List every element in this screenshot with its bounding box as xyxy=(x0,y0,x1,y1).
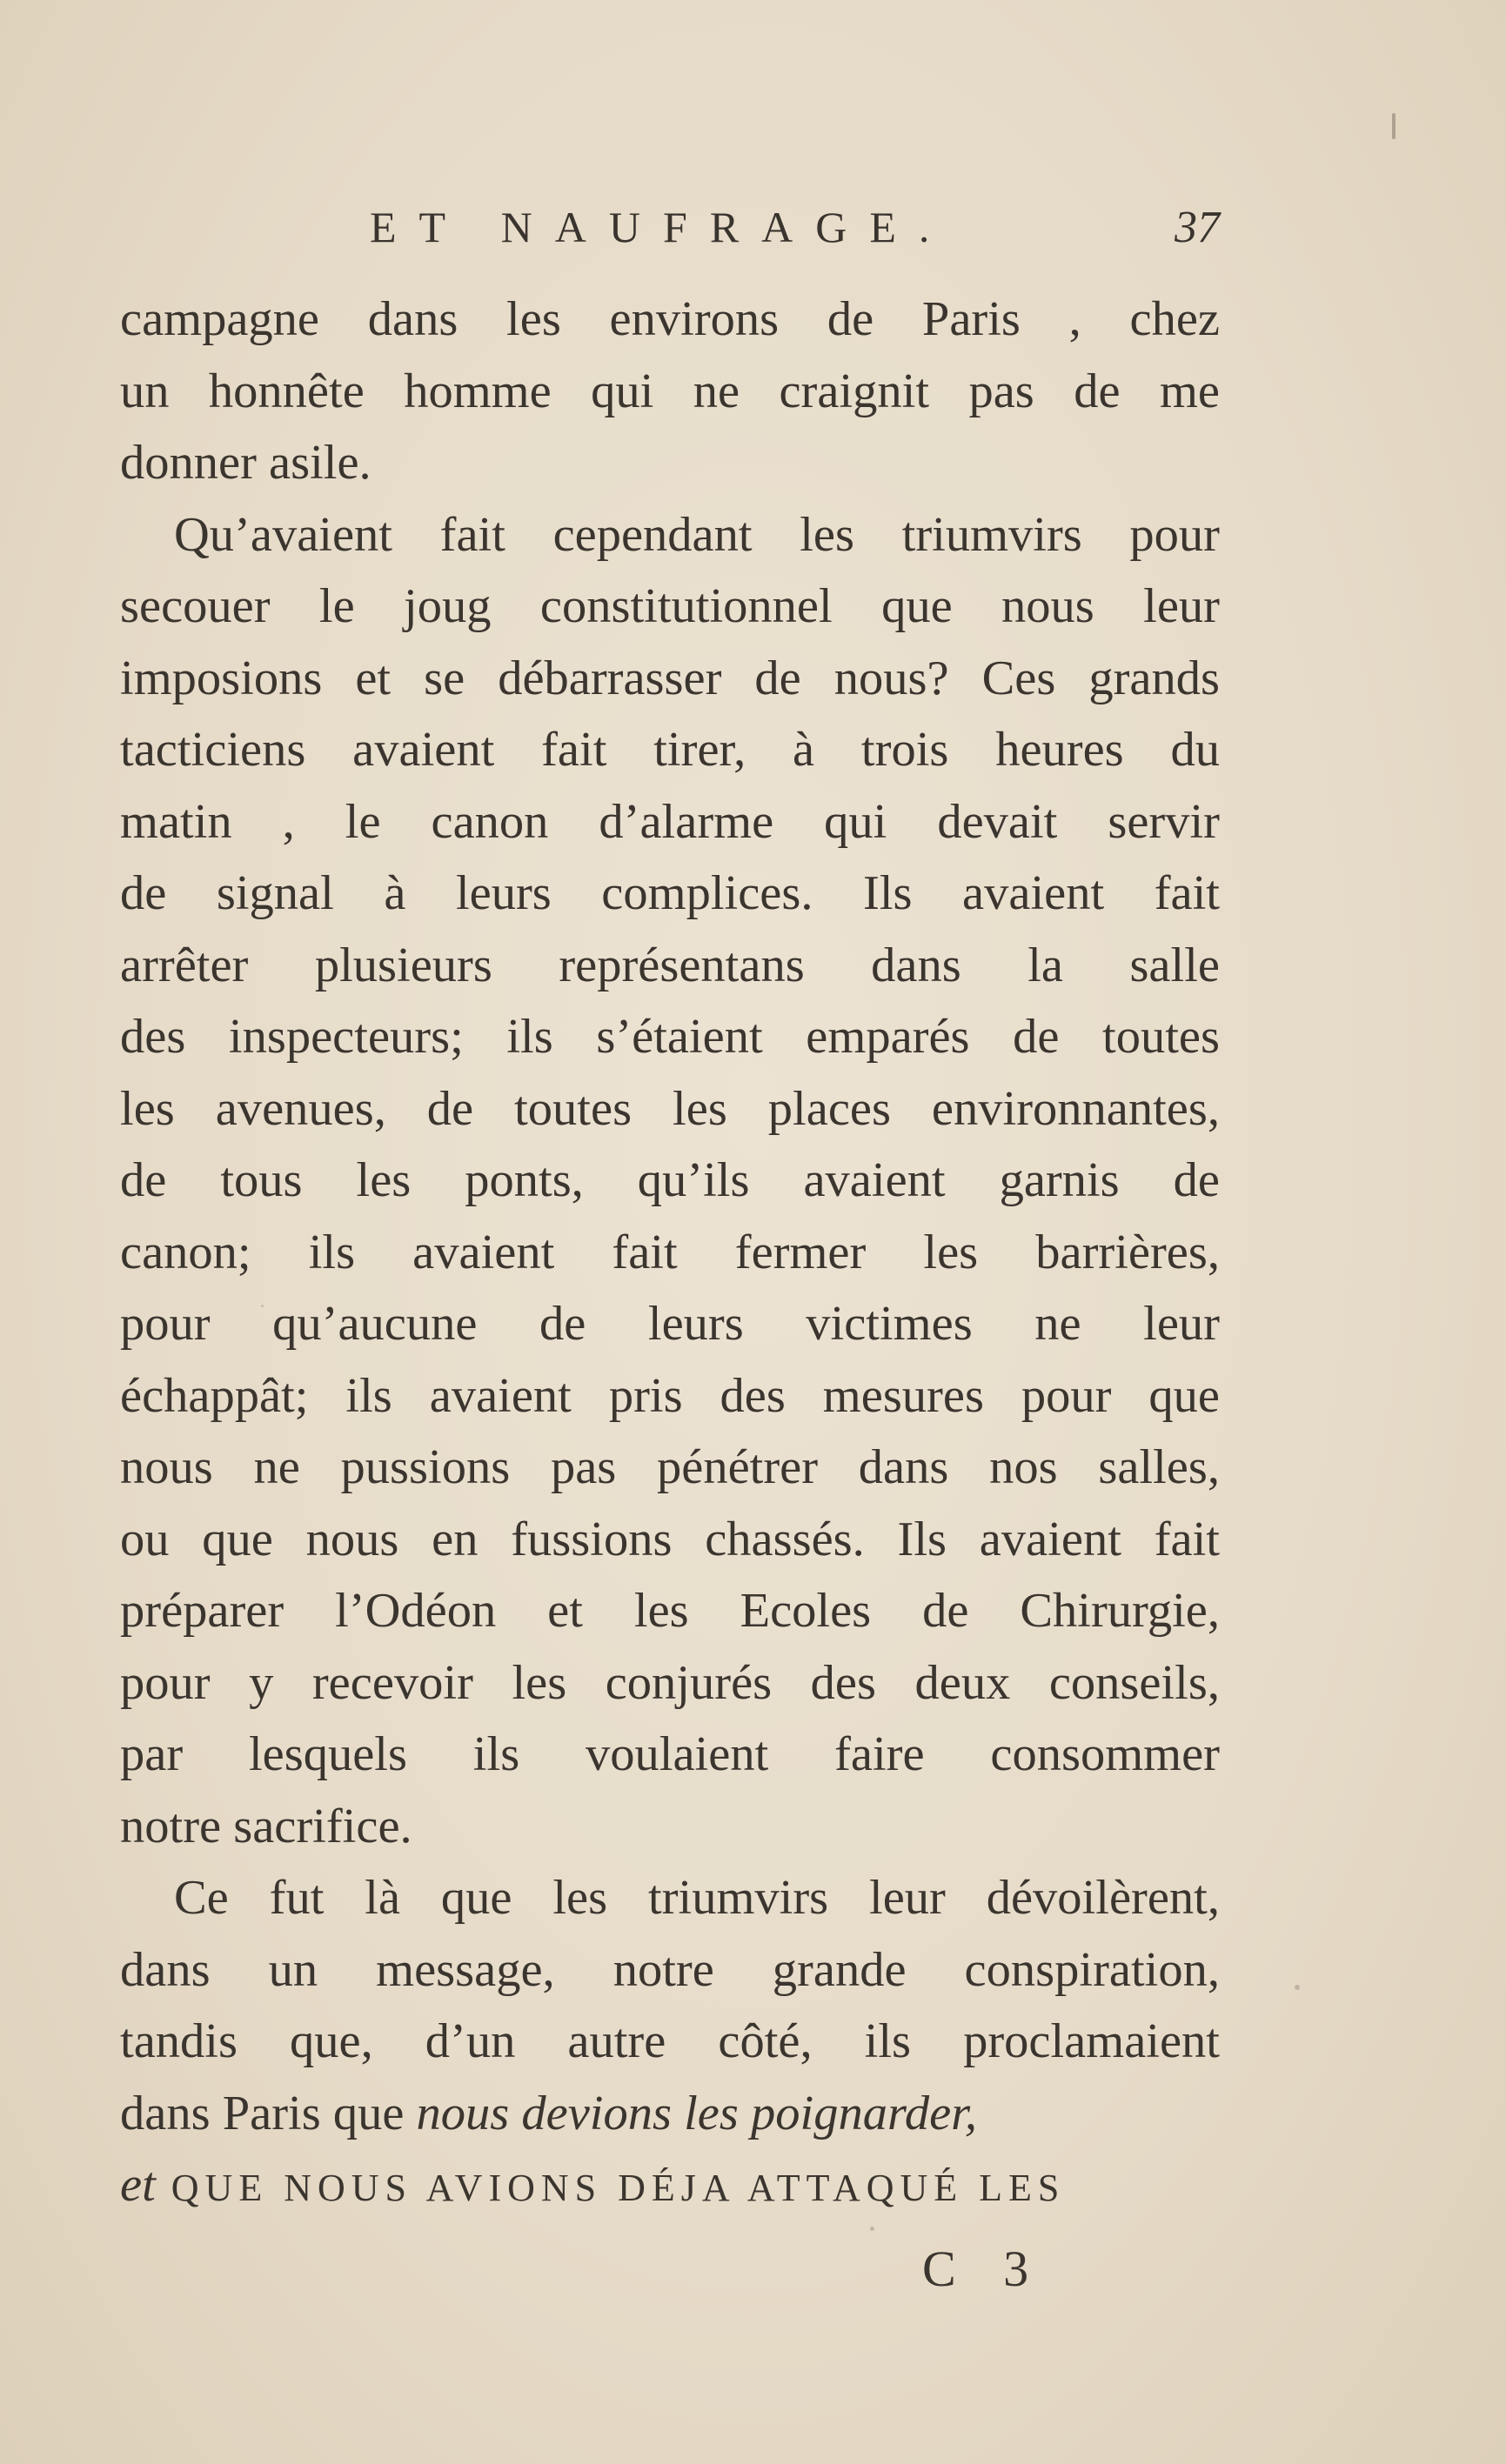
text-line: préparer l’Odéon et les Ecoles de Chirurgie, xyxy=(120,1584,1220,1638)
text-line xyxy=(120,2149,1220,2221)
text-line: Ce fut là que les triumvirs leur dévoilèrent, xyxy=(174,1871,1220,1925)
text-line: Qu’avaient fait cependant les triumvirs pour xyxy=(174,507,1220,562)
text-line: nous ne pussions pas pénétrer dans nos salles, xyxy=(120,1440,1220,1494)
text-line: tandis que, d’un autre côté, ils proclamaient xyxy=(120,2014,1220,2068)
paper-speck xyxy=(870,2227,874,2231)
text-line: tacticiens avaient fait tirer, à trois heures du xyxy=(120,723,1220,777)
text-run: dans Paris que xyxy=(120,2086,417,2140)
text-line: canon; ils avaient fait fermer les barrières, xyxy=(120,1225,1220,1279)
text-line: des inspecteurs; ils s’étaient emparés de toutes xyxy=(120,1010,1220,1064)
text-line: arrêter plusieurs représentans dans la salle xyxy=(120,938,1220,992)
text-line: imposions et se débarrasser de nous? Ces grands xyxy=(120,651,1220,705)
text-line: de tous les ponts, qu’ils avaient garnis de xyxy=(120,1153,1220,1207)
text-line: pour qu’aucune de leurs victimes ne leur xyxy=(120,1297,1220,1351)
text-line: échappât; ils avaient pris des mesures pour que xyxy=(120,1368,1220,1423)
text-line: notre sacrifice. xyxy=(120,1799,412,1853)
running-title: ET NAUFRAGE. xyxy=(370,203,953,251)
text-line: secouer le joug constitutionnel que nous leur xyxy=(120,579,1220,633)
text-line xyxy=(120,2078,1220,2150)
paper-speck xyxy=(1295,1985,1300,1990)
text-line: par lesquels ils voulaient faire consommer xyxy=(120,1727,1220,1781)
paper-speck xyxy=(1392,113,1396,139)
signature-mark: C 3 xyxy=(922,2240,1047,2297)
text-line: un honnête homme qui ne craignit pas de me xyxy=(120,364,1220,418)
paper-speck xyxy=(261,1305,264,1307)
text-line: de signal à leurs complices. Ils avaient fait xyxy=(120,866,1220,920)
text-line: matin , le canon d’alarme qui devait servir xyxy=(120,794,1220,849)
text-line: les avenues, de toutes les places environnantes, xyxy=(120,1081,1220,1136)
text-line: dans un message, notre grande conspiration, xyxy=(120,1942,1220,1997)
italic-text-run: et xyxy=(120,2158,156,2212)
text-line: pour y recevoir les conjurés des deux conseils, xyxy=(120,1655,1220,1710)
text-line: ou que nous en fussions chassés. Ils avaient fait xyxy=(120,1512,1220,1566)
small-caps-text-run: QUE NOUS AVIONS DÉJA ATTAQUÉ LES xyxy=(155,2167,1066,2209)
page-header xyxy=(122,202,1220,263)
page-number: 37 xyxy=(1175,203,1220,252)
body-text xyxy=(120,284,1220,2221)
text-line: donner asile. xyxy=(120,436,371,490)
italic-text-run: nous devions les poignarder, xyxy=(416,2086,978,2140)
text-line: campagne dans les environs de Paris , chez xyxy=(120,292,1220,346)
